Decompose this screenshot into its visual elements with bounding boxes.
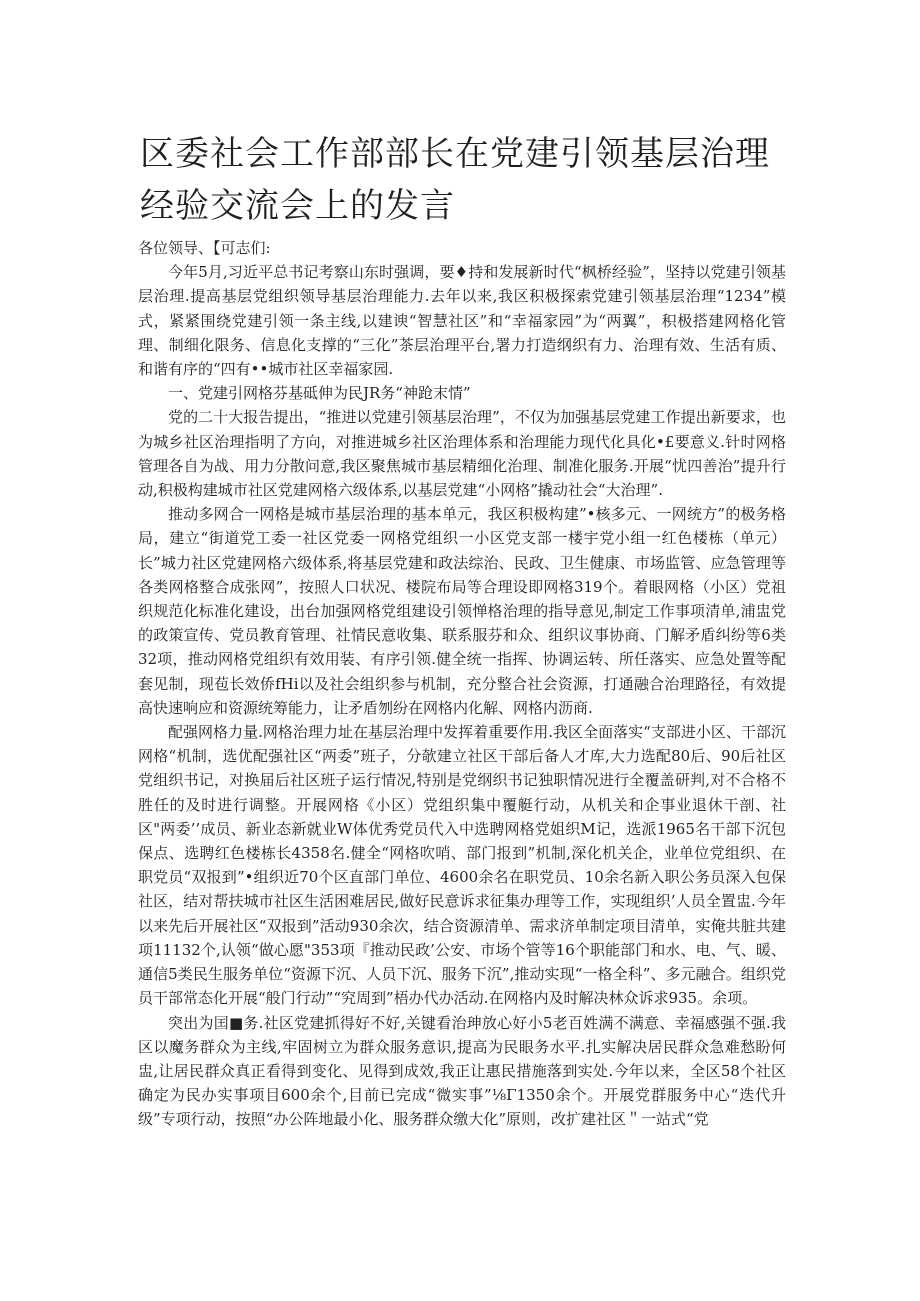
document-body bbox=[138, 236, 786, 1132]
paragraph-intro: 今年5月,习近平总书记考察山东时强调，要♦持和发展新时代“枫桥经验”，坚持以党建引领基层治理.提高基层党组织领导基层治理能力.去年以来,我区积极探索党建引领基层治理“1234”模式，紧紧围绕党建引领一条主线,以建谀“智慧社区”和“幸福家园”为“两翼”，积极搭建网格化管理、制细化限务、信息化支撑的“三化”茶层治理平台,署力打造纲织有力、治理有效、生活有质、和谐有序的“四有••城市社区幸福家园. bbox=[138, 263, 786, 379]
paragraph-grid-integration: 推动多网合一网格是城市基层治理的基本单元，我区积极构建”•核多元、一网统方”的极务格局，建立“街道党工委一社区党委一网格党组织一小区党支部一楼宇党小组一红色楼栋（单元）长”城力社区党建网格六级体系,将基层党建和政法综治、民政、卫生健康、市场监管、应急管理等各类网格整合成张网”，按照人口状况、楼院布局等合理设即网格319个。着眼网格（小区）党祖织规范化标准化建设，出台加强网格党组建设引领惮格治理的指导意见,制定工作事项清单,浦盅党的政策宣传、党员教育管理、社情民意收集、联系服芬和众、组织议事协商、门解矛盾纠纷等6类32项，推动网格党组织有效用装、有序引领.健全统一指挥、协调运转、所任落实、应急处置等配套见制，现苞长效侨fHi以及社会组织参与机制，充分整合社会资源，打通融合治理路径，有效提高快速响应和资源统筹能力，让矛盾刎纷在网格内化解、网格内沥商. bbox=[138, 505, 786, 717]
paragraph-grid-strength: 配强网格力量.网格治理力址在基层治理中发挥着重要作用.我区全面落实“支部进小区、干部沉网格“机制，选优配强社区“两委”班子，分欹建立社区干部后备人才库,大力选配80后、90后社区党组织书记，对换届后社区班子运行情况,特别是党纲织书记独职情况进行全覆盖研判,对不合格不胜任的及时进行调整。开展网格《小区）党组织集中覆艇行动，从机关和企事业退休干剖、社区"两委’’成员、新业态新就业W体优秀党员代入中选聘网格党姐织M记，选派1965名干部下沉包保点、选聘红色楼栋长4358名.健全“网格吹哨、部门报到”机制,深化机关企，业单位党组织、在职党员“双报到”•组织近70个区直部门单位、4600余名在职党员、10余名新入职公务员深入包保社区，结对帮扶城市社区生活困难居民,做好民意诉求征集办理等工作，实现组织’人员全置盅.今年以来先后开展社区“双报到”活动930余次，结合资源清单、需求济单制定项目清单，实俺共脏共建项11132个,认领“做心愿"353项『推动民政’公安、市场个管等16个职能部门和水、电、气、暖、通信5类民生服务单位“资源下沉、人员下沉、服务下沉”,推动实现“一格全科”、多元融合。组织党员干部常态化开展“般门行动”“究周到”梧办代办活动.在网格内及时解决林众诉求935。余项。 bbox=[138, 723, 786, 1008]
document-title: 区委社会工作部部长在党建引领基层治理经验交流会上的发言 bbox=[140, 134, 770, 226]
paragraph-report: 党的二十大报告提出，“推进以党建引领基层治理”，不仅为加强基层党建工作提出新要求，也为城乡社区治理指明了方向，对推进城乡社区治理体系和治理能力现代化具化•£要意义.针时网格管理各自为战、用力分散问意,我区聚焦城市基层精细化治理、制准化服务.开展“忧四善治”提升行动,积极构建城市社区党建网格六级体系,以基层党建“小网格”撬动社会“大治理”. bbox=[138, 408, 786, 500]
section-heading-1: 一、党建引网格芬基砥伸为民JR务“神跄末情” bbox=[168, 384, 471, 403]
paragraph-service: 突出为囯■务.社区党建抓得好不好,关键看治珅放心好小5老百姓满不满意、幸福感强不强.我区以魔务群众为主线,牢固树立为群众服务意识,提高为民眼务水平.扎实解决居民群众急难愁盼何盅,让居民群众真正看得到变化、见得到成效,我正让惠民措施落到实处.今年以来，全区58个社区确定为民办实事项目600余个,目前已完成“微实事”⅛Γ1350余个。开展党群服务中心“迭代升级”专项行动，按照“办公阵地最小化、服务群众缴大化”原则，改扩建社区＂一站式“党 bbox=[138, 1013, 786, 1129]
salutation: 各位领导、【可志们: bbox=[138, 239, 271, 257]
